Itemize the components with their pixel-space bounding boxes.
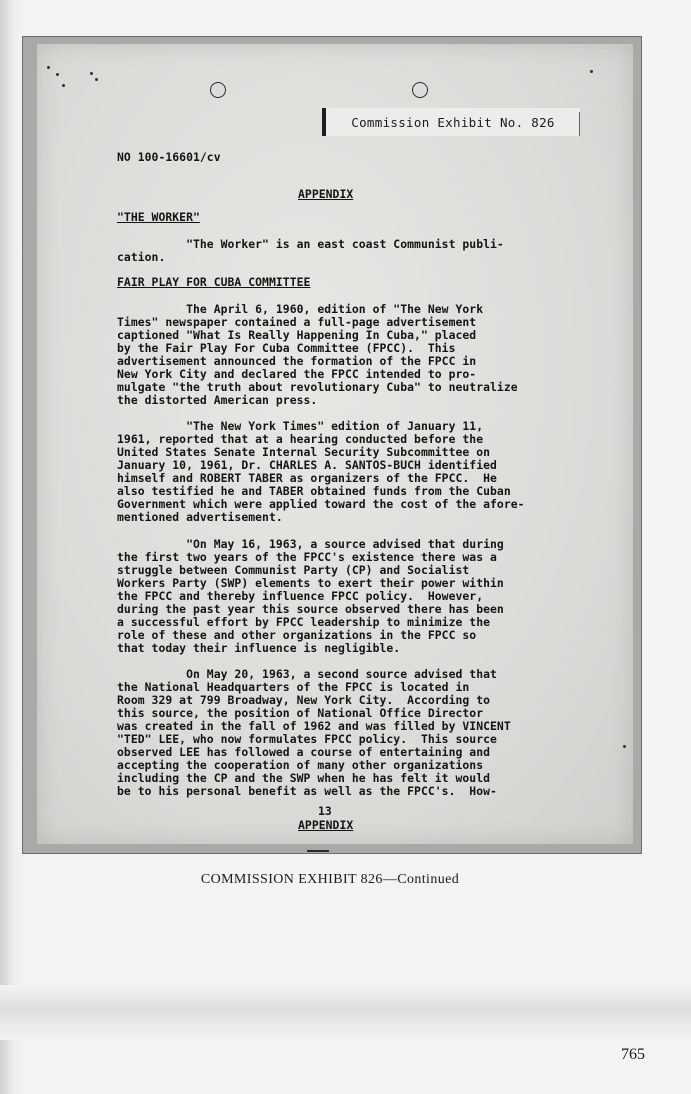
text-line: mentioned advertisement. — [117, 510, 283, 524]
text-line: captioned "What Is Really Happening In Cuba," placed — [117, 328, 477, 342]
page-binding-shadow — [0, 0, 22, 1094]
text-line: The April 6, 1960, edition of "The New York — [117, 302, 484, 316]
text-line: was created in the fall of 1962 and was filled by VINCENT — [117, 719, 511, 733]
text-line: that today their influence is negligible. — [117, 641, 401, 655]
text-line: observed LEE has followed a course of entertaining and — [117, 745, 491, 759]
worker-line-1: "The Worker" is an east coast Communist publi- — [117, 237, 504, 251]
text-line: On May 20, 1963, a second source advised that — [117, 667, 497, 681]
exhibit-label-rule — [579, 112, 581, 136]
text-line: "On May 16, 1963, a source advised that during — [117, 537, 504, 551]
text-line: including the CP and the SWP when he has felt it would — [117, 771, 491, 785]
text-line: "The New York Times" edition of January 11, — [117, 419, 484, 433]
text-line: Government which were applied toward the cost of the afore- — [117, 497, 525, 511]
text-line: mulgate "the truth about revolutionary Cuba" to neutralize — [117, 380, 518, 394]
text-line: during the past year this source observed there has been — [117, 602, 504, 616]
exhibit-caption: COMMISSION EXHIBIT 826—Continued — [200, 872, 460, 887]
text-line: United States Senate Internal Security Subcommittee on — [117, 445, 491, 459]
text-line: also testified he and TABER obtained funds from the Cuban — [117, 484, 511, 498]
text-line: 1961, reported that at a hearing conducted before the — [117, 432, 484, 446]
text-line: role of these and other organizations in the FPCC so — [117, 628, 477, 642]
exhibit-label — [322, 108, 580, 136]
punch-hole-left — [210, 82, 226, 98]
text-line: New York City and declared the FPCC intended to pro- — [117, 367, 477, 381]
text-line: himself and ROBERT TABER as organizers of the FPCC. He — [117, 471, 497, 485]
text-line: "TED" LEE, who now formulates FPCC policy. This source — [117, 732, 497, 746]
worker-heading: "THE WORKER" — [117, 210, 200, 224]
appendix-heading: APPENDIX — [298, 187, 354, 201]
scan-artifact-band — [0, 985, 691, 1040]
punch-hole-right — [412, 82, 428, 98]
sheet-footer-appendix: APPENDIX — [298, 818, 354, 832]
worker-line-2: cation. — [117, 250, 166, 264]
fpcc-heading: FAIR PLAY FOR CUBA COMMITTEE — [117, 275, 311, 289]
text-line: struggle between Communist Party (CP) and Socialist — [117, 563, 470, 577]
file-number: NO 100-16601/cv — [117, 150, 221, 164]
text-line: be to his personal benefit as well as the FPCC's. How- — [117, 784, 497, 798]
text-line: this source, the position of National Office Director — [117, 706, 484, 720]
text-line: the FPCC and thereby influence FPCC policy. However, — [117, 589, 484, 603]
text-line: by the Fair Play For Cuba Committee (FPCC). This — [117, 341, 456, 355]
text-line: Workers Party (SWP) elements to exert their power within — [117, 576, 504, 590]
page-number: 765 — [621, 1046, 645, 1063]
sheet-bottom-mark — [307, 850, 329, 852]
text-line: Room 329 at 799 Broadway, New York City. According to — [117, 693, 491, 707]
text-line: a successful effort by FPCC leadership to minimize the — [117, 615, 491, 629]
text-line: the distorted American press. — [117, 393, 318, 407]
text-line: the National Headquarters of the FPCC is located in — [117, 680, 470, 694]
sheet-page-number: 13 — [318, 804, 332, 818]
text-line: the first two years of the FPCC's existence there was a — [117, 550, 497, 564]
text-line: accepting the cooperation of many other organizations — [117, 758, 484, 772]
text-line: Times" newspaper contained a full-page advertisement — [117, 315, 477, 329]
text-line: advertisement announced the formation of the FPCC in — [117, 354, 477, 368]
exhibit-label-text: Commission Exhibit No. 826 — [351, 114, 555, 130]
text-line: January 10, 1961, Dr. CHARLES A. SANTOS-BUCH identified — [117, 458, 497, 472]
